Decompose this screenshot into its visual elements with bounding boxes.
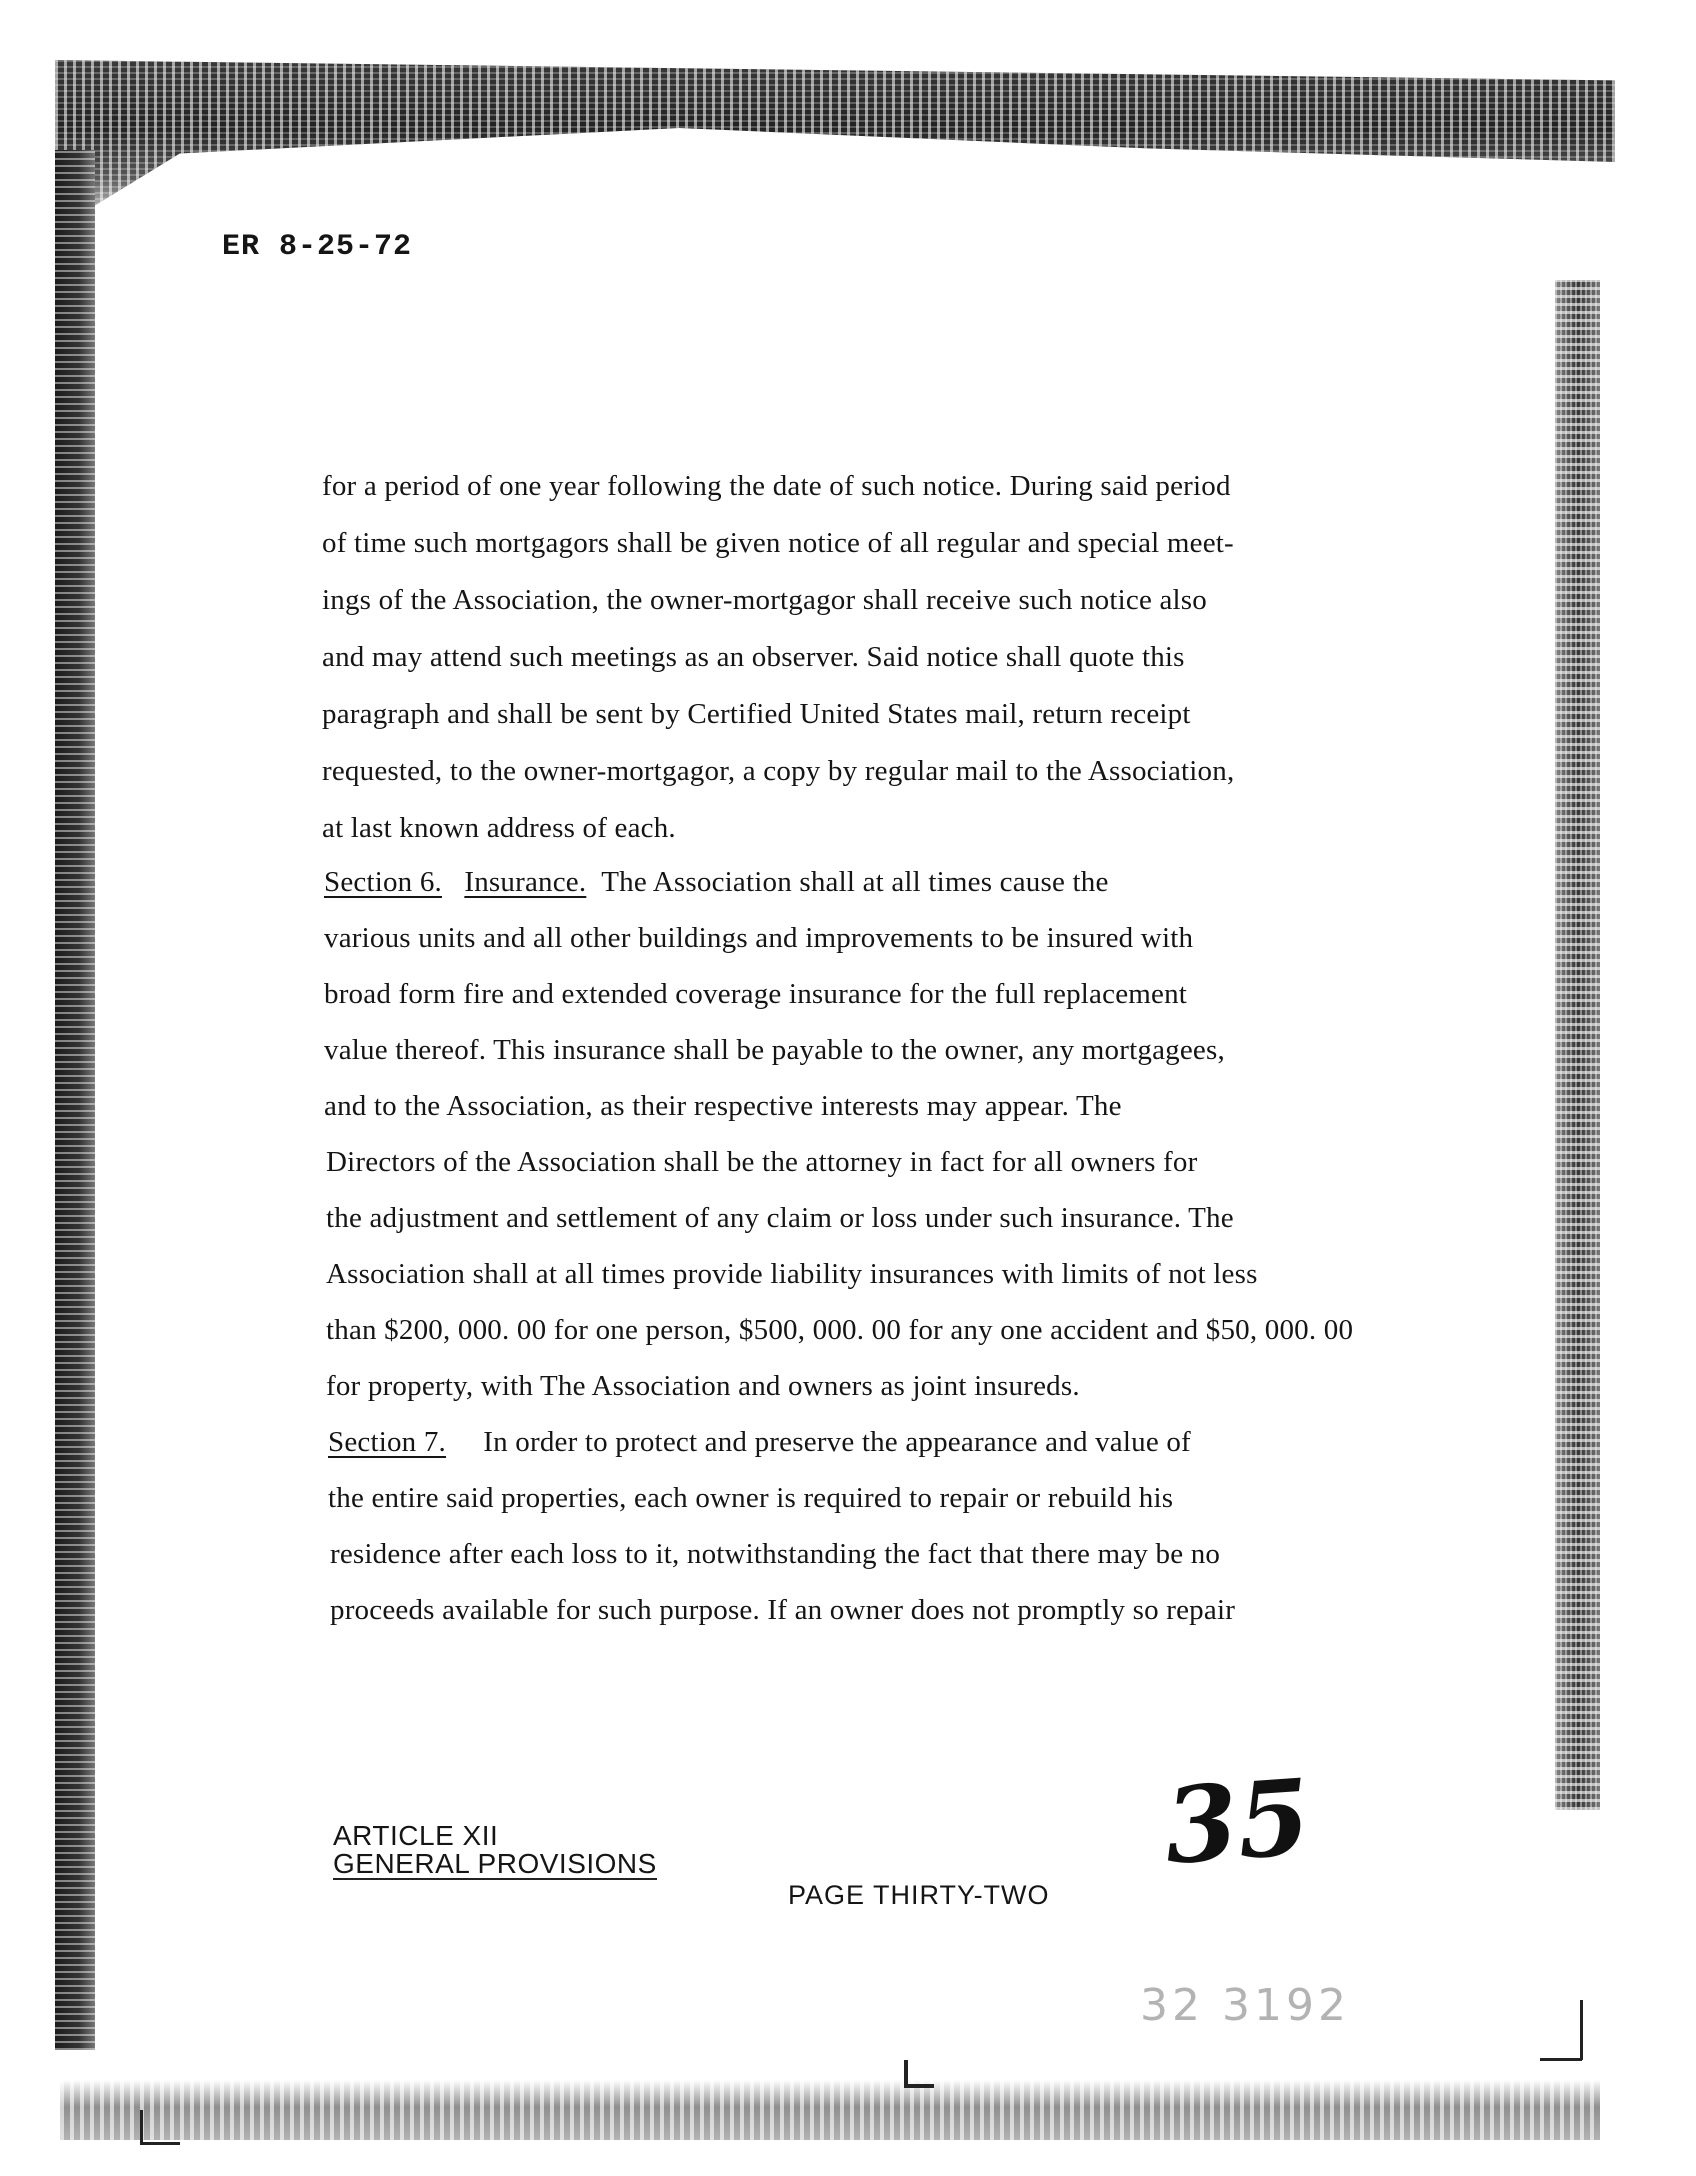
corner-mark: [140, 2110, 143, 2144]
corner-mark: [1580, 2000, 1583, 2060]
body-line: paragraph and shall be sent by Certified United States mail, return receipt: [322, 698, 1191, 730]
scan-border-bottom: [60, 2080, 1600, 2140]
body-line: Directors of the Association shall be the attorney in fact for all owners for: [326, 1146, 1198, 1178]
body-line: of time such mortgagors shall be given notice of all regular and special meet-: [322, 527, 1234, 559]
scan-border-left: [55, 150, 95, 2050]
section-6-title: Insurance.: [464, 866, 587, 898]
section-6-label: Section 6.: [324, 866, 442, 898]
body-line: value thereof. This insurance shall be payable to the owner, any mortgagees,: [324, 1034, 1225, 1066]
body-line: ings of the Association, the owner-mortgagor shall receive such notice also: [322, 584, 1207, 616]
body-line: and to the Association, as their respective interests may appear. The: [324, 1090, 1122, 1122]
corner-mark: [140, 2142, 180, 2145]
body-line: for property, with The Association and owners as joint insureds.: [326, 1370, 1080, 1402]
body-line: In order to protect and preserve the appearance and value of: [483, 1426, 1191, 1458]
body-line: proceeds available for such purpose. If an owner does not promptly so repair: [330, 1594, 1236, 1626]
body-line: Association shall at all times provide liability insurances with limits of not less: [326, 1258, 1258, 1290]
body-line: the adjustment and settlement of any claim or loss under such insurance. The: [326, 1202, 1234, 1234]
body-line: broad form fire and extended coverage insurance for the full replacement: [324, 978, 1188, 1010]
body-line: requested, to the owner-mortgagor, a copy by regular mail to the Association,: [322, 755, 1235, 787]
article-heading: [333, 1822, 657, 1880]
body-line: for a period of one year following the date of such notice. During said period: [322, 470, 1231, 502]
section-7-line: [328, 1426, 1191, 1459]
scan-border-right: [1555, 280, 1600, 1810]
article-title: GENERAL PROVISIONS: [333, 1848, 657, 1879]
corner-mark: [1540, 2058, 1582, 2061]
corner-mark: [904, 2084, 934, 2088]
body-line: than $200, 000. 00 for one person, $500, 000. 00 for any one accident and $50, 000. 00: [326, 1314, 1354, 1346]
scan-border-top: [55, 60, 1615, 230]
corner-mark: [904, 2060, 908, 2086]
stamp-number: 32 3192: [1140, 1980, 1350, 2031]
body-line: residence after each loss to it, notwithstanding the fact that there may be no: [330, 1538, 1221, 1570]
document-date-code: ER 8-25-72: [222, 230, 413, 264]
body-line: the entire said properties, each owner is required to repair or rebuild his: [328, 1482, 1174, 1514]
page-label: PAGE THIRTY-TWO: [788, 1880, 1050, 1910]
handwritten-page-number: 35: [1160, 1755, 1314, 1888]
section-7-label: Section 7.: [328, 1426, 446, 1458]
section-6-line: [324, 866, 1109, 899]
body-line: at last known address of each.: [322, 812, 676, 844]
article-number: ARTICLE XII: [333, 1820, 499, 1851]
body-line: various units and all other buildings and improvements to be insured with: [324, 922, 1194, 954]
body-line: The Association shall at all times cause the: [601, 866, 1109, 898]
body-line: and may attend such meetings as an observer. Said notice shall quote this: [322, 641, 1185, 673]
